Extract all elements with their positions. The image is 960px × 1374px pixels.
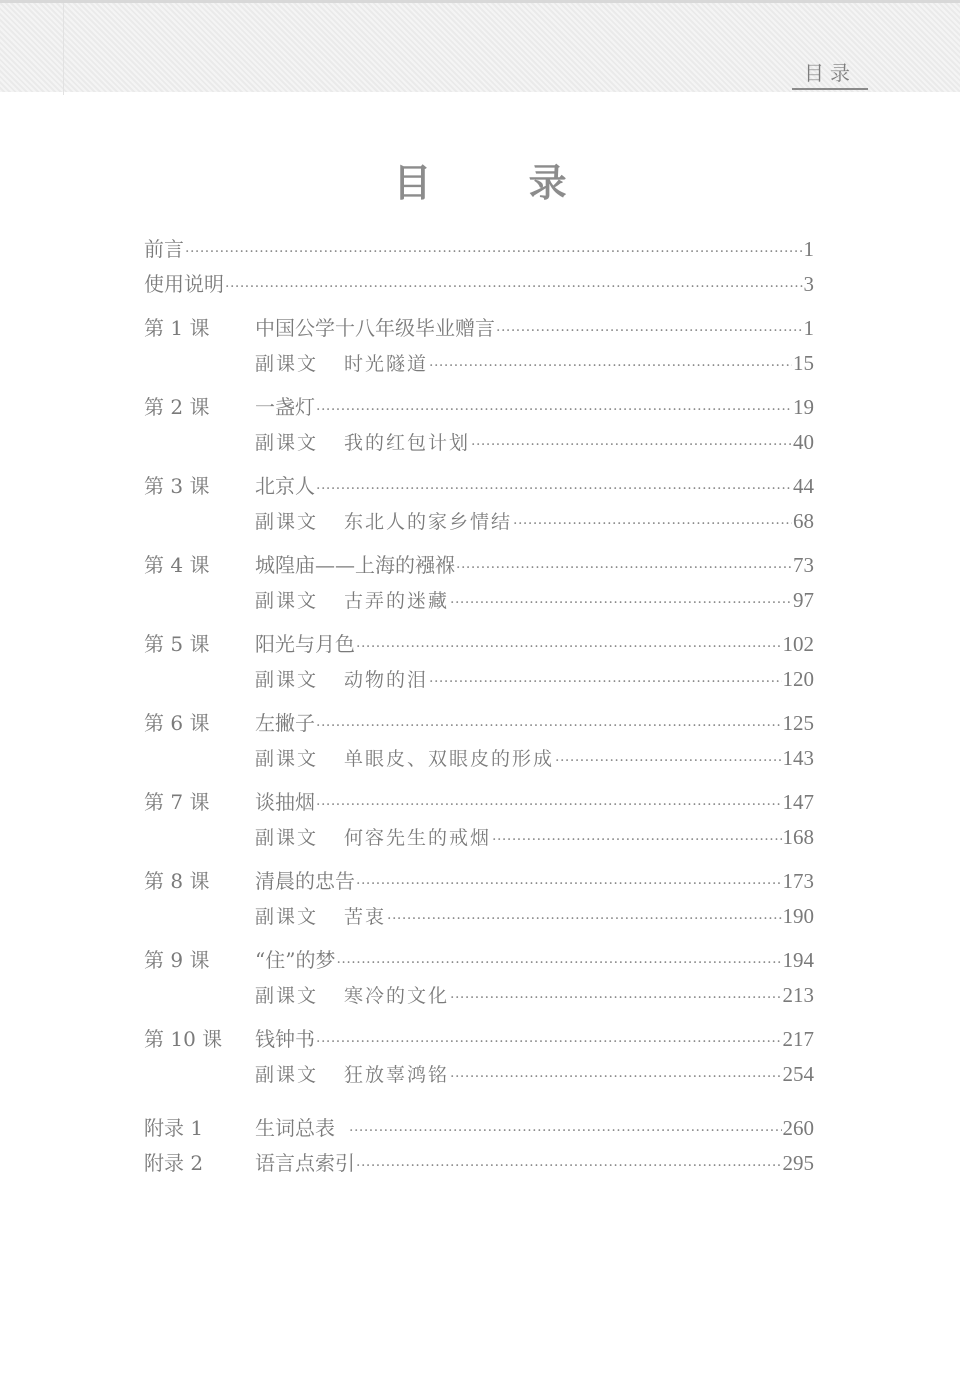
toc-entry-supplementary[interactable] [144,978,814,1013]
dot-leader [450,586,792,621]
dot-leader [356,630,782,665]
page-number: 1 [803,316,814,340]
supplementary-title: 狂放辜鸿铭 [344,1063,450,1086]
supplementary-title: 我的红包计划 [344,431,471,454]
toc-entry-lesson[interactable] [144,469,814,504]
dot-leader [496,314,803,349]
page-number: 15 [793,350,814,375]
toc-entry-supplementary[interactable] [144,820,814,855]
page-number: 40 [793,429,814,454]
toc-entry-lesson[interactable] [144,390,814,425]
toc-entry-appendix[interactable] [144,1111,814,1146]
dot-leader [316,788,782,823]
lesson-group [144,1022,814,1091]
toc-entry-supplementary[interactable] [144,425,814,460]
toc-entry-preface[interactable] [144,232,814,267]
dot-leader [555,744,781,779]
toc-entry-lesson[interactable] [144,706,814,741]
supplementary-title: 古弄的迷藏 [344,589,450,612]
page-number: 190 [782,903,814,928]
toc-entry-lesson[interactable] [144,943,814,978]
lesson-title: “住”的梦 [255,948,336,972]
page-number: 120 [782,666,814,691]
page-number: 19 [793,395,814,419]
dot-leader [429,665,781,700]
page-number: 44 [793,474,814,498]
dot-leader [492,823,781,858]
supplementary-title: 单眼皮、双眼皮的形成 [344,747,555,770]
dot-leader [450,981,781,1016]
table-of-contents [144,232,814,1180]
lesson-title: 一盏灯 [255,395,315,419]
page-number: 102 [782,632,814,656]
lesson-group [144,469,814,538]
appendix-label: 附录 2 [144,1150,204,1175]
lesson-label: 第 2 课 [144,395,210,419]
lesson-label: 第 4 课 [144,553,210,577]
page-number: 3 [803,271,814,296]
dot-leader [513,507,792,542]
lesson-title: 中国公学十八年级毕业赠言 [255,316,495,340]
toc-entry-usage-notes[interactable] [144,267,814,302]
lesson-group [144,864,814,933]
page-number: 97 [793,587,814,612]
lesson-title: 谈抽烟 [255,790,315,814]
lesson-group [144,548,814,617]
toc-entry-supplementary[interactable] [144,583,814,618]
supplementary-title: 苦衷 [344,905,387,928]
lesson-label: 第 9 课 [144,948,210,972]
appendix-label: 附录 1 [144,1116,204,1140]
dot-leader [316,709,782,744]
page-title: 目 录 [393,161,609,205]
appendix-title: 生词总表 [255,1116,335,1140]
toc-entry-lesson[interactable] [144,627,814,662]
page-number: 168 [782,824,814,849]
supplementary-title: 寒冷的文化 [344,984,450,1007]
page-number: 147 [782,790,814,814]
dot-leader [185,235,803,270]
page-number: 125 [782,711,814,735]
page-number: 143 [782,745,814,770]
lesson-title: 清晨的忠告 [255,869,355,893]
dot-leader [387,902,781,937]
lesson-title: 阳光与月色 [255,632,355,656]
supplementary-prefix: 副课文 [255,905,319,928]
page-number: 260 [782,1116,814,1140]
lesson-label: 第 3 课 [144,474,210,498]
toc-entry-supplementary[interactable] [144,662,814,697]
lesson-group [144,390,814,459]
toc-entry-lesson[interactable] [144,864,814,899]
dot-leader [349,1114,782,1149]
lesson-title: 左撇子 [255,711,315,735]
toc-entry-supplementary[interactable] [144,346,814,381]
supplementary-title: 时光隧道 [344,352,429,375]
lesson-label: 第 1 课 [144,316,210,340]
dot-leader [316,1025,782,1060]
dot-leader [450,1060,781,1095]
lesson-group [144,706,814,775]
dot-leader [316,472,792,507]
page-number: 295 [782,1150,814,1175]
lesson-label: 第 5 课 [144,632,210,656]
dot-leader [356,1149,782,1184]
lesson-title: 北京人 [255,474,315,498]
dot-leader [316,393,792,428]
lesson-group [144,627,814,696]
dot-leader [429,349,792,384]
page-number: 194 [782,948,814,972]
page-number: 68 [793,508,814,533]
page-number: 217 [782,1027,814,1051]
toc-entry-supplementary[interactable] [144,741,814,776]
dot-leader [336,946,781,981]
entry-title: 前言 [144,237,184,261]
appendix-title: 语言点索引 [255,1150,355,1175]
dot-leader [225,270,803,305]
supplementary-prefix: 副课文 [255,510,319,533]
toc-entry-supplementary[interactable] [144,504,814,539]
lesson-label: 第 8 课 [144,869,210,893]
supplementary-prefix: 副课文 [255,589,319,612]
lesson-group [144,785,814,854]
running-head: 目录 [792,57,868,90]
lesson-label: 第 7 课 [144,790,210,814]
supplementary-prefix: 副课文 [255,826,319,849]
toc-entry-supplementary[interactable] [144,1057,814,1092]
lesson-label: 第 6 课 [144,711,210,735]
supplementary-prefix: 副课文 [255,984,319,1007]
page-header-band [0,0,960,92]
toc-entry-lesson[interactable] [144,785,814,820]
page-number: 73 [793,553,814,577]
toc-entry-supplementary[interactable] [144,899,814,934]
supplementary-prefix: 副课文 [255,1063,319,1086]
header-divider [63,3,64,95]
toc-entry-lesson[interactable] [144,1022,814,1057]
toc-entry-lesson[interactable] [144,311,814,346]
supplementary-prefix: 副课文 [255,668,319,691]
page-number: 173 [782,869,814,893]
lesson-title: 城隍庙——上海的襁褓 [255,553,455,577]
toc-entry-appendix[interactable] [144,1146,814,1181]
supplementary-title: 东北人的家乡情结 [344,510,513,533]
dot-leader [356,867,782,902]
supplementary-prefix: 副课文 [255,431,319,454]
lesson-group [144,943,814,1012]
supplementary-title: 何容先生的戒烟 [344,826,492,849]
page-number: 1 [803,237,814,261]
toc-entry-lesson[interactable] [144,548,814,583]
page-number: 254 [782,1061,814,1086]
page-number: 213 [782,982,814,1007]
lesson-title: 钱钟书 [255,1027,315,1051]
lesson-group [144,311,814,380]
supplementary-prefix: 副课文 [255,352,319,375]
dot-leader [456,551,792,586]
entry-title: 使用说明 [144,271,224,296]
lesson-label: 第 10 课 [144,1027,223,1051]
supplementary-title: 动物的泪 [344,668,429,691]
dot-leader [471,428,792,463]
supplementary-prefix: 副课文 [255,747,319,770]
